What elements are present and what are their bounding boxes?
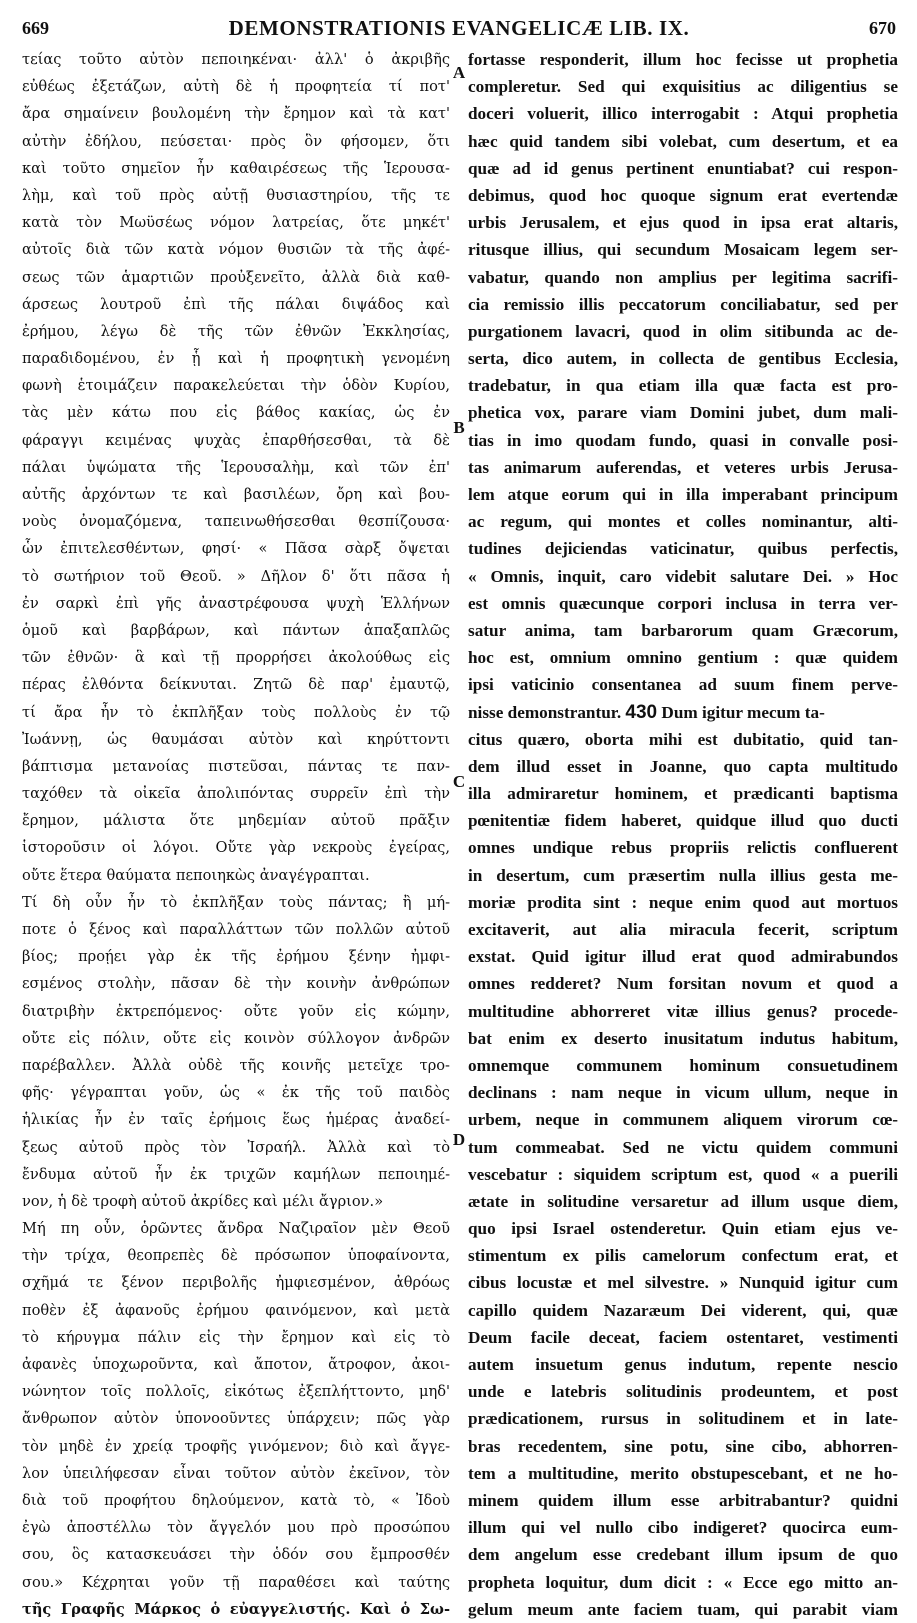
latin-line: ritusque illius, qui secundum Mosaicam legem ser- — [468, 240, 898, 260]
greek-line: ποτε ὁ ξένος καὶ παραλλάττων τῶν πολλῶν αὐτοῦ — [22, 921, 450, 938]
greek-line: άρσεως λουτροῦ ἐπὶ τῆς πάλαι διψάδος καὶ — [22, 295, 450, 313]
latin-line: urbem, neque in communem aliquem virorum cœ- — [468, 1110, 898, 1130]
greek-line: παρέβαλλεν. Ἀλλὰ οὐδὲ τῆς κοινῆς μετεῖχε τρο- — [22, 1056, 450, 1074]
running-header — [22, 12, 896, 48]
greek-line: τὰς μὲν κάτω που εἰς βάθος κακίας, ὡς ἐν — [22, 404, 450, 422]
latin-line: propheta loquitur, dum dicit : « Ecce ego mitto an- — [468, 1572, 898, 1592]
greek-line: φῆς· γέγραπται γοῦν, ὡς « ἐκ τῆς τοῦ παιδὸς — [22, 1084, 450, 1102]
greek-line: ἐρήμου, λέγω δὲ τῆς τῶν ἐθνῶν Ἐκκλησίας, — [22, 322, 450, 340]
latin-line: ipsi vaticinio consentanea ad suum finem perve- — [468, 675, 898, 695]
greek-line: ξεως αὐτοῦ πρὸς τὸν Ἰσραήλ. Ἀλλὰ καὶ τὸ — [22, 1138, 450, 1156]
latin-line: cibus locustæ et mel silvestre. » Nunquid igitur cum — [468, 1273, 898, 1293]
greek-line: ἱστοροῦσιν οἱ λόγοι. Οὔτε γὰρ νεκροὺς ἐγείρας, — [22, 839, 450, 857]
greek-line: τὴν τρίχα, θεοπρεπὲς δὲ πρόσωπον ὑποφαίνοντα, — [22, 1247, 450, 1265]
latin-line: tudines dejiciendas vaticinatur, quibus perfectis, — [468, 539, 898, 559]
latin-line: omnes redderet? Num forsitan novum et quod a — [468, 974, 898, 994]
latin-line: declinans : nam neque in vicum ullum, neque in — [468, 1083, 898, 1103]
latin-line: debimus, quod hoc quoque signum erat evertendæ — [468, 185, 898, 205]
margin-marker-b: B — [453, 418, 465, 437]
greek-line: Ἰωάννῃ, ὡς θαυμάσαι αὐτὸν καὶ κηρύττοντι — [22, 730, 450, 748]
greek-line: ἔνδυμα αὐτοῦ ἦν ἐκ τριχῶν καμήλων πεποιημέ- — [22, 1165, 450, 1183]
greek-line: εσμένος στολὴν, πᾶσαν δὲ τὴν κοινὴν ἀνθρώπων — [22, 975, 450, 993]
greek-line: σου.» Κέχρηται γοῦν τῇ παραθέσει καὶ ταύτης — [22, 1573, 450, 1591]
latin-line: illum qui vel nullo cibo indigeret? quocirca eum- — [468, 1518, 898, 1538]
greek-line: διατριβὴν ἐκτρεπόμενος· οὔτε γοῦν εἰς κώμην, — [22, 1002, 450, 1020]
latin-line: satur anima, tam barbarorum quam Græcorum, — [468, 620, 898, 640]
greek-line: διὰ τοῦ προφήτου δηλούμενον, κατὰ τὸ, « Ἰδοὺ — [22, 1491, 450, 1509]
column-number: 430 — [625, 701, 658, 723]
left-page-number: 669 — [22, 18, 49, 38]
latin-line: pœnitentiæ fidem haberet, quidque illud quo ducti — [468, 811, 898, 831]
latin-line: « Omnis, inquit, caro videbit salutare Dei. » Hoc — [468, 566, 898, 586]
latin-line: hoc est, omnium omnino gentium : quæ quidem — [468, 648, 898, 668]
latin-line: dem angelum esse credebant illum ipsum de quo — [468, 1545, 898, 1565]
greek-line: ἡλικίας ἦν ἐν ταῖς ἐρήμοις ἕως ἡμέρας ἀναδεί- — [22, 1111, 450, 1129]
latin-line: quæ ad id genus pertinent enuntiabat? cui respon- — [468, 158, 898, 178]
latin-line: ac regum, qui montes et colles nominantur, alti- — [468, 512, 898, 532]
latin-line: doceri voluerit, illico interrogabit : Atqui prophetia — [468, 104, 898, 124]
latin-line: tas animarum auferendas, et veteres urbis Jerusa- — [468, 457, 898, 477]
latin-line: Deum facile deceat, faciem ostentaret, vestimenti — [468, 1327, 898, 1347]
greek-line: τὸν μηδὲ ἐν χρείᾳ τροφῆς γινόμενον; διὸ καὶ ἄγγε- — [22, 1437, 450, 1455]
greek-text-column — [22, 46, 450, 1618]
latin-line: omnes undique rebus propriis relictis confluerent — [468, 838, 898, 858]
greek-line: οὔτε ἕτερα θαύματα πεποιηκὼς ἀναγέγραπται. — [22, 866, 370, 884]
latin-line: ætate in solitudine versaretur ad illum usque diem, — [468, 1191, 898, 1211]
greek-line: τί ἄρα ἦν τὸ ἐκπλῆξαν τοὺς πολλοὺς ἐν τῷ — [22, 703, 450, 721]
latin-line: vabatur, quando non amplius per legitima sacrifi- — [468, 267, 898, 287]
latin-line: stimentum ex pilis camelorum confectum erat, et — [468, 1246, 898, 1266]
greek-line: ὁμοῦ καὶ βαρβάρων, καὶ πάντων ἁπαξαπλῶς — [22, 621, 450, 639]
greek-line: σου, ὃς κατασκευάσει τὴν ὁδόν σου ἔμπροσθέν — [22, 1546, 450, 1564]
latin-line: fortasse responderit, illum hoc fecisse ut prophetia — [468, 50, 898, 69]
latin-line: illa admiraretur hominem, et prædicanti baptisma — [468, 784, 898, 804]
latin-line-segment: nisse demonstrantur. — [468, 702, 622, 722]
greek-line: Τί δὴ οὖν ἦν τὸ ἐκπλῆξαν τοὺς πάντας; ἢ μή- — [22, 893, 450, 911]
greek-line: τὸ κήρυγμα πάλιν εἰς τὴν ἔρημον καὶ εἰς τὸ — [22, 1328, 450, 1346]
greek-line: ἐν σαρκὶ ἐπὶ γῆς ἀναστρέφουσα ψυχὴ Ἑλλήνων — [22, 594, 450, 612]
latin-line: hæc quid tandem sibi volebat, cum desertum, et ea — [468, 131, 898, 151]
greek-line: βίος; προῄει γὰρ ἐκ τῆς ἐρήμου ξένην ἠμφι- — [22, 948, 450, 966]
latin-line: excitaverit, aut alia miracula fecerit, scriptum — [468, 920, 898, 939]
latin-line: tradebatur, in qua etiam illa quæ facta est pro- — [468, 376, 898, 396]
latin-line — [468, 699, 898, 726]
latin-line: multitudine abhorreret vitæ illius genus? procede- — [468, 1001, 898, 1021]
latin-line: bras recedentem, sine potu, sine cibo, abhorren- — [468, 1436, 898, 1456]
latin-line: lem atque eorum qui in illa imperabant principum — [468, 485, 898, 504]
greek-line: ποθὲν ἐξ ἀφανοῦς ἐρήμου φαινόμενον, καὶ μετὰ — [22, 1301, 450, 1319]
latin-line: quo ipsi Israel ostenderetur. Quin etiam ejus ve- — [468, 1219, 898, 1239]
greek-line: ἐγὼ ἀποστέλλω τὸν ἄγγελόν μου πρὸ προσώπου — [22, 1519, 450, 1537]
greek-line: σχῆμά τε ξένον περιβολῆς ἠμφιεσμένον, ἀθρόως — [22, 1274, 450, 1292]
latin-line: compleretur. Sed qui exquisitius ac diligentius se — [468, 77, 898, 97]
greek-line: ὧν ἐπιτελεσθέντων, φησί· « Πᾶσα σὰρξ ὄψεται — [22, 540, 450, 558]
margin-marker-c: C — [452, 772, 466, 791]
greek-line: αὐτοῖς διὰ τῶν κατὰ νόμον θυσιῶν τὰ τῆς ἀφέ- — [22, 241, 450, 259]
greek-line: καὶ τοῦτο σημεῖον ἦν καθαιρέσεως τῆς Ἱερουσα- — [22, 159, 450, 177]
greek-line: αὐτὴν ἐδήλου, πεύσεται· πρὸς ὃν φήσομεν, ὅτι — [22, 132, 450, 150]
right-page-number: 670 — [869, 18, 896, 38]
greek-line: λὴμ, καὶ τοῦ πρὸς αὐτῇ θυσιαστηρίου, τῆς τε — [22, 186, 450, 204]
greek-line: τῆς Γραφῆς Μάρκος ὁ εὐαγγελιστής. Καὶ ὁ Σω- — [22, 1600, 450, 1618]
latin-line: autem insuetum genus indutum, repente nescio — [468, 1355, 898, 1374]
greek-line: λον ὑπειλήφεσαν εἶναι τοῦτον αὐτὸν ἐκεῖνον, τὸν — [22, 1464, 450, 1482]
greek-line: τῶν ἐθνῶν· ἃ καὶ τῇ προρρήσει ἀκολούθως εἰς — [22, 649, 450, 667]
greek-line: νοὺς ὀνομαζόμενα, ταπεινωθήσεσθαι θεσπίζουσα· — [22, 513, 450, 531]
greek-line: ταχόθεν τὰ οἰκεῖα ἀπολιπόντας συρρεῖν ἐπὶ τὴν — [22, 785, 450, 803]
latin-line: prædicationem, rursus in solitudinem et in late- — [468, 1409, 898, 1429]
greek-line: ἄρα σημαίνειν βουλομένη τὴν ἔρημον καὶ τὰ κατ' — [22, 105, 450, 123]
greek-line: νον, ἡ δὲ τροφὴ αὐτοῦ ἀκρίδες καὶ μέλι ἄγριον.» — [22, 1192, 384, 1210]
latin-line: tias in imo quodam fundo, quasi in convalle posi- — [468, 430, 898, 450]
greek-line: πέρας ἐλθόντα δείκνυται. Ζητῶ δὲ παρ' ἐμαυτῷ, — [22, 676, 450, 694]
greek-line: φάραγγι κειμένας ψυχὰς ἐπαρθήσεσθαι, τὰ δὲ — [22, 431, 450, 449]
latin-line: capillo quidem Nazaræum Dei viderent, qui, quæ — [468, 1300, 898, 1320]
greek-line: κατὰ τὸν Μωϋσέως νόμον λατρείας, ὅτε μηκέτ' — [22, 214, 450, 232]
running-title: DEMONSTRATIONIS EVANGELICÆ LIB. IX. — [228, 16, 690, 40]
latin-line: urbis Jerusalem, et ejus quod in ipsa erat altaris, — [468, 213, 898, 233]
greek-line: τείας τοῦτο αὐτὸν πεποιηκέναι· ἀλλ' ὁ ἀκριβῆς — [22, 51, 450, 68]
latin-line: purgationem lavacri, quod in olim sitibunda ac de- — [468, 321, 898, 341]
greek-line: Μή πη οὖν, ὁρῶντες ἄνδρα Ναζιραῖον μὲν Θεοῦ — [22, 1220, 450, 1238]
latin-line: minem quidem illum esse arbitrabantur? quidni — [468, 1490, 898, 1510]
latin-line: tum commeabat. Sed ne victu quidem communi — [468, 1137, 898, 1157]
greek-line: ἄνθρωπον αὐτὸν ὑπονοοῦντες ὑπάρχειν; πῶς γὰρ — [22, 1410, 450, 1428]
latin-line: dem illud esset in Joanne, quo capta multitudo — [468, 756, 898, 776]
latin-line: cia remissio illis peccatorum conciliabatur, sed per — [468, 294, 898, 314]
greek-line: αὐτῆς ἀρχόντων τε καὶ βασιλέων, ὄρη καὶ βου- — [22, 486, 450, 503]
greek-line: βάπτισμα μετανοίας πιστεῦσαι, πάντας τε παν- — [22, 757, 450, 775]
latin-text-column — [468, 46, 898, 1619]
greek-line: οὔτε εἰς πόλιν, οὔτε εἰς κοινὸν σύλλογον ἀνδρῶν — [22, 1029, 450, 1047]
latin-line: phetica vox, parare viam Domini jubet, dum mali- — [468, 403, 898, 423]
greek-line: νώνητον τοῖς πολλοῖς, εἰκότως ἐξεπλήττοντο, μηδ' — [22, 1383, 450, 1401]
latin-line: est omnis quæcunque corpori inclusa in terra ver- — [468, 593, 898, 613]
latin-line: serta, dico autem, in collecta de gentibus Ecclesia, — [468, 349, 898, 369]
latin-line: unde e latebris solitudinis prodeuntem, et post — [468, 1382, 898, 1402]
latin-line: tem a multitudine, merito obstupescebant, et ne ho- — [468, 1463, 898, 1483]
margin-marker-d: D — [452, 1130, 466, 1149]
latin-line: vescebatur : siquidem scriptum est, quod « a puerili — [468, 1164, 898, 1184]
greek-line: ἔρημον, μάλιστα ὅτε μηδεμίαν αὐτοῦ πρᾶξιν — [22, 812, 450, 830]
greek-line: φωνὴ ἑτοιμάζειν παρακελεύεται τὴν ὁδὸν Κυρίου, — [22, 377, 450, 395]
latin-line: moriæ prodita sint : neque enim quod aut mortuos — [468, 892, 898, 912]
greek-line: σεως τῶν ἁμαρτιῶν προὐξενεῖτο, ἀλλὰ διὰ καθ- — [22, 268, 450, 286]
greek-line: παραδιδομένου, ἐν ᾗ καὶ ἡ προφητικὴ γενομένη — [22, 350, 450, 368]
latin-line-segment: Dum igitur mecum ta- — [657, 702, 825, 722]
latin-line: bat enim ex deserto inusitatum indutus habitum, — [468, 1028, 898, 1048]
margin-marker-a: A — [452, 63, 466, 82]
latin-line: omnemque communem hominum consuetudinem — [468, 1055, 898, 1075]
latin-line: gelum meum ante faciem tuam, qui parabit viam — [468, 1599, 898, 1619]
latin-line: in desertum, cum præsertim nulla illius gesta me- — [468, 865, 898, 885]
greek-line: ἀφανὲς ὑποχωροῦντα, καὶ ἄποτον, ἄτροφον, ἀκοι- — [22, 1356, 450, 1373]
greek-line: πάλαι ὑψώματα τῆς Ἱερουσαλὴμ, καὶ τῶν ἐπ' — [22, 458, 450, 476]
greek-line: τὸ σωτήριον τοῦ Θεοῦ. » Δῆλον δ' ὅτι πᾶσα ἡ — [22, 567, 450, 585]
greek-line: εὐθέως ἐξετάζων, αὐτὴ δὲ ἡ προφητεία τί ποτ' — [22, 78, 450, 96]
latin-line: citus quæro, oborta mihi est dubitatio, quid tan- — [468, 729, 898, 749]
latin-line: exstat. Quid igitur illud erat quod admirabundos — [468, 947, 898, 967]
